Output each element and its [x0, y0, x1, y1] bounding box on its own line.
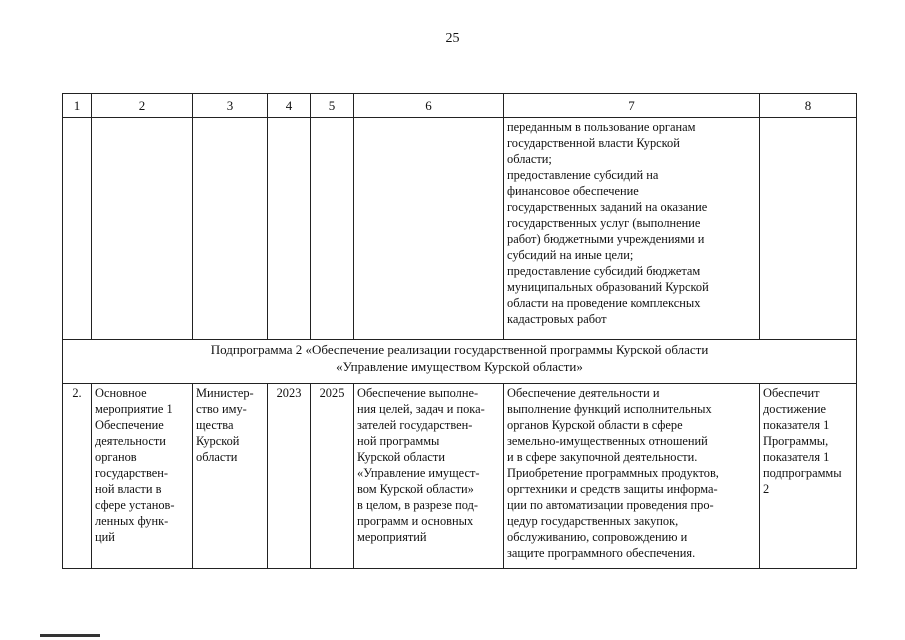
activity-line: Основное — [95, 386, 147, 400]
cont-col7-line: области; — [507, 152, 552, 166]
executor-line: ство иму- — [196, 402, 247, 416]
header-cell-5: 5 — [311, 94, 354, 118]
description-line: Обеспечение деятельности и — [507, 386, 660, 400]
description-line: органов Курской области в сфере — [507, 418, 683, 432]
description-line: оргтехники и средств защиты информа- — [507, 482, 718, 496]
result-line: вом Курской области» — [357, 482, 474, 496]
row-start-year: 2023 — [268, 384, 311, 569]
row-description — [504, 384, 760, 569]
header-cell-8: 8 — [760, 94, 857, 118]
cont-col7-line: государственных услуг (выполнение — [507, 216, 701, 230]
activity-line: органов — [95, 450, 137, 464]
indicator-line: Программы, — [763, 434, 829, 448]
cont-cell-6 — [354, 118, 504, 340]
result-line: ния целей, задач и пока- — [357, 402, 485, 416]
cont-col7-line: финансовое обеспечение — [507, 184, 639, 198]
result-line: Обеспечение выполне- — [357, 386, 479, 400]
cont-cell-2 — [92, 118, 193, 340]
subprogram-title-line-2: «Управление имуществом Курской области» — [336, 359, 583, 374]
cont-col7-line: работ) бюджетными учреждениями и — [507, 232, 705, 246]
page-number: 25 — [445, 31, 460, 46]
continuation-row — [63, 118, 857, 340]
indicator-line: 2 — [763, 482, 770, 496]
activity-line: ной власти в — [95, 482, 162, 496]
result-line: программ и основных — [357, 514, 474, 528]
activity-line: Обеспечение — [95, 418, 164, 432]
indicator-line: показателя 1 — [763, 418, 830, 432]
cont-col7-line: предоставление субсидий бюджетам — [507, 264, 701, 278]
executor-line: Министер- — [196, 386, 254, 400]
cont-col7-line: кадастровых работ — [507, 312, 607, 326]
cont-cell-4 — [268, 118, 311, 340]
row-executor — [193, 384, 268, 569]
scan-artifact-line — [40, 634, 100, 637]
cont-col7-line: переданным в пользование органам — [507, 120, 696, 134]
description-line: Приобретение программных продуктов, — [507, 466, 719, 480]
cont-cell-5 — [311, 118, 354, 340]
description-line: цедур государственных закупок, — [507, 514, 679, 528]
cont-cell-3 — [193, 118, 268, 340]
header-cell-7: 7 — [504, 94, 760, 118]
description-line: обслуживанию, сопровождению и — [507, 530, 688, 544]
result-line: «Управление имущест- — [357, 466, 480, 480]
header-cell-2: 2 — [92, 94, 193, 118]
subprogram-row — [63, 340, 857, 384]
description-line: земельно-имущественных отношений — [507, 434, 708, 448]
cont-cell-7 — [504, 118, 760, 340]
result-line: Курской области — [357, 450, 445, 464]
activity-line: деятельности — [95, 434, 166, 448]
indicator-line: достижение — [763, 402, 827, 416]
cont-col7-line: субсидий на иные цели; — [507, 248, 634, 262]
activity-line: государствен- — [95, 466, 168, 480]
subprogram-title-line-1: Подпрограмма 2 «Обеспечение реализации государственной программы Курской области — [210, 342, 709, 357]
result-line: мероприятий — [357, 530, 427, 544]
description-line: защите программного обеспечения. — [507, 546, 696, 560]
indicator-line: подпрограммы — [763, 466, 842, 480]
description-line: выполнение функций исполнительных — [507, 402, 712, 416]
program-table — [62, 93, 857, 569]
result-line: ной программы — [357, 434, 440, 448]
row-end-year: 2025 — [311, 384, 354, 569]
row-activity — [92, 384, 193, 569]
description-line: ции по автоматизации проведения про- — [507, 498, 714, 512]
row-indicator-link — [760, 384, 857, 569]
result-line: в целом, в разрезе под- — [357, 498, 479, 512]
cont-col7-line: области на проведение комплексных — [507, 296, 701, 310]
table-row — [63, 384, 857, 569]
header-cell-4: 4 — [268, 94, 311, 118]
indicator-line: показателя 1 — [763, 450, 830, 464]
header-cell-1: 1 — [63, 94, 92, 118]
cont-col7-line: государственных заданий на оказание — [507, 200, 708, 214]
indicator-line: Обеспечит — [763, 386, 820, 400]
activity-line: ций — [95, 530, 115, 544]
subprogram-title — [63, 340, 857, 384]
activity-line: ленных функ- — [95, 514, 169, 528]
header-row — [63, 94, 857, 118]
cont-cell-1 — [63, 118, 92, 340]
executor-line: щества — [196, 418, 234, 432]
row-expected-result — [354, 384, 504, 569]
result-line: зателей государствен- — [357, 418, 473, 432]
description-line: и в сфере закупочной деятельности. — [507, 450, 698, 464]
activity-line: мероприятие 1 — [95, 402, 173, 416]
cont-col7-line: предоставление субсидий на — [507, 168, 659, 182]
cont-cell-8 — [760, 118, 857, 340]
activity-line: сфере установ- — [95, 498, 175, 512]
header-cell-6: 6 — [354, 94, 504, 118]
cont-col7-line: государственной власти Курской — [507, 136, 680, 150]
header-cell-3: 3 — [193, 94, 268, 118]
cont-col7-line: муниципальных образований Курской — [507, 280, 709, 294]
row-number: 2. — [63, 384, 92, 569]
executor-line: Курской — [196, 434, 240, 448]
executor-line: области — [196, 450, 238, 464]
